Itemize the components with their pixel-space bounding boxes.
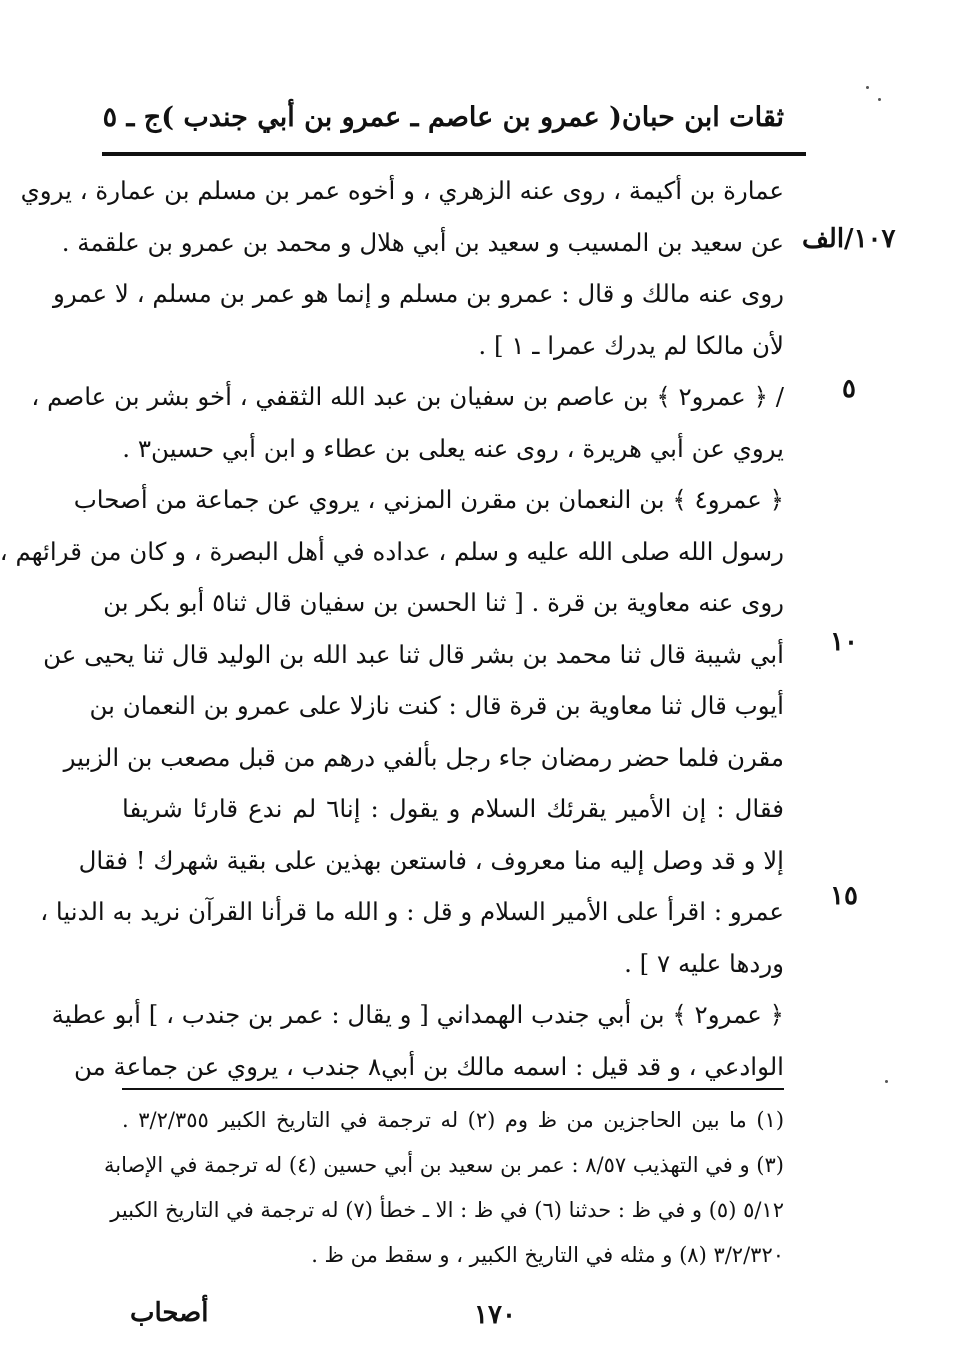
main-text xyxy=(0,165,784,1092)
margin-line-number-5: ٥ xyxy=(842,374,856,404)
footnote-rule xyxy=(122,1088,784,1090)
header-rule xyxy=(102,152,806,156)
text-line: يروي عن أبي هريرة ، روى عنه يعلى بن عطاء و ابن أبي حسين٣ . xyxy=(122,433,784,463)
text-line: ﴿ عمرو٤ ﴾ بن النعمان بن مقرن المزني ، يروي عن جماعة من أصحاب xyxy=(73,485,784,514)
text-line: مقرن فلما حضر رمضان جاء رجل بألفي درهم من قبل مصعب بن الزبير xyxy=(63,742,784,772)
footnotes xyxy=(104,1098,785,1278)
footnote-line: (٣) و في التهذيب ٨/٥٧ : عمر بن سعيد بن أبي حسين (٤) له ترجمة في الإصابة xyxy=(104,1153,784,1177)
text-line: / ﴿ عمرو٢ ﴾ بن عاصم بن سفيان بن عبد الله الثقفي ، أخو بشر بن عاصم ، xyxy=(31,382,784,411)
text-line: وردها عليه ٧ ] . xyxy=(624,948,784,978)
text-line: عمرو : اقرأ على الأمير السلام و قل : و الله ما قرأنا القرآن نريد به الدنيا ، xyxy=(40,897,784,926)
page-number: ١٧٠ xyxy=(474,1300,516,1330)
catchword: أصحاب xyxy=(130,1298,209,1328)
scan-speck xyxy=(878,98,881,101)
text-line: الوادعي ، و قد قيل : اسمه مالك بن أبي٨ جندب ، يروي عن جماعة من xyxy=(73,1051,784,1081)
text-line: روى عنه معاوية بن قرة . [ ثنا الحسن بن سفيان قال ثنا٥ أبو بكر بن xyxy=(103,588,784,617)
footnote-line: (١) ما بين الحاجزين من ظ وم (٢) له ترجمة في التاريخ الكبير ٣/٢/٣٥٥ . xyxy=(122,1108,785,1132)
text-line: عمارة بن أكيمة ، روى عنه الزهري ، و أخوه عمر بن مسلم بن عمارة ، يروي xyxy=(20,176,784,205)
margin-line-number-10: ١٠ xyxy=(830,627,858,657)
margin-line-number-15: ١٥ xyxy=(830,881,858,911)
text-line: رسول الله صلى الله عليه و سلم ، عداده في أهل البصرة ، و كان من قرائهم ، xyxy=(0,536,784,566)
header-section-title: ( عمرو بن عاصم ـ عمرو بن أبي جندب ) xyxy=(161,101,622,133)
header-volume: ج ـ ٥ xyxy=(102,101,162,133)
header-book-title: ثقات ابن حبان xyxy=(621,101,784,133)
text-line: فقال : إن الأمير يقرئك السلام و يقول : إنا٦ لم ندع قارئا شريفا xyxy=(122,794,784,823)
text-line: أبي شيبة قال ثنا محمد بن بشر قال ثنا عبد الله بن الوليد قال ثنا يحيى عن xyxy=(43,639,784,669)
margin-folio-reference: ١٠٧/الف xyxy=(802,224,896,254)
scan-speck xyxy=(866,86,869,89)
running-header xyxy=(102,95,784,139)
text-line: لأن مالكا لم يدرك عمرا ـ ١ ] . xyxy=(478,330,784,360)
footnote-line: ٣/٢/٣٢٠ (٨) و مثله في التاريخ الكبير ، و سقط من ظ . xyxy=(311,1243,784,1267)
text-line: إلا و قد وصل إليه منا معروف ، فاستعن بهذين على بقية شهرك ! فقال xyxy=(78,845,784,875)
scan-speck xyxy=(885,1080,888,1083)
text-line: روى عنه مالك و قال : عمرو بن مسلم و إنما هو عمر بن مسلم ، لا عمرو xyxy=(53,279,784,308)
text-line: ﴿ عمرو٢ ﴾ بن أبي جندب الهمداني [ و يقال : عمر بن جندب ، ] أبو عطية xyxy=(51,1000,784,1029)
footnote-line: ٥/١٢ (٥) و في ظ : حدثنا (٦) في ظ : الا ـ خطأ (٧) له ترجمة في التاريخ الكبير xyxy=(110,1198,784,1222)
text-line: عن سعيد بن المسيب و سعيد بن أبي هلال و محمد بن عمرو بن علقمة . xyxy=(61,227,784,257)
text-line: أيوب قال ثنا معاوية بن قرة قال : كنت نازلا على عمرو بن النعمان بن xyxy=(89,691,784,720)
